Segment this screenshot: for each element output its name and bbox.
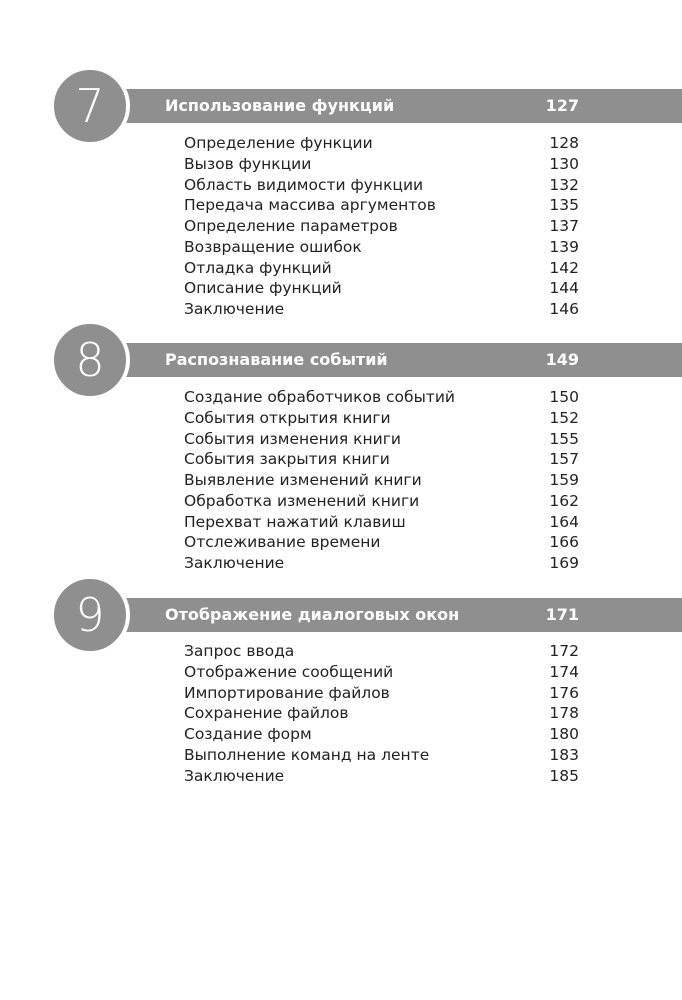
section-list [184, 641, 579, 786]
section-page-number: 162 [549, 491, 579, 510]
chapter-number-badge: 9 [50, 575, 130, 655]
section-title: Передача массива аргументов [184, 196, 436, 215]
chapter-number-badge: 7 [50, 66, 130, 146]
chapter-page-number: 127 [545, 96, 579, 115]
section-page-number: 185 [549, 766, 579, 785]
section-page-number: 144 [549, 279, 579, 298]
section-entry [184, 703, 579, 724]
section-title: Заключение [184, 766, 285, 785]
section-page-number: 130 [549, 154, 579, 173]
section-entry [184, 299, 579, 320]
section-page-number: 132 [549, 175, 579, 194]
section-title: Определение параметров [184, 217, 398, 235]
section-entry [184, 216, 579, 237]
section-entry [184, 662, 579, 683]
section-page-number: 166 [549, 533, 579, 552]
section-page-number: 135 [549, 196, 579, 215]
section-page-number: 169 [549, 554, 579, 572]
section-title: Создание обработчиков событий [184, 388, 456, 406]
section-page-number: 137 [549, 217, 579, 235]
section-page-number: 178 [549, 704, 579, 723]
section-entry [184, 408, 579, 429]
chapter-page-number: 171 [545, 605, 579, 624]
section-title: События открытия книги [184, 408, 391, 427]
section-entry [184, 237, 579, 258]
chapter-title: Отображение диалоговых окон [165, 605, 460, 624]
section-title: События изменения книги [184, 429, 401, 448]
section-page-number: 159 [549, 471, 579, 489]
section-entry [184, 553, 579, 574]
section-title: События закрытия книги [184, 450, 390, 469]
section-entry [184, 470, 579, 491]
section-title: Отладка функций [184, 258, 332, 277]
section-entry [184, 175, 579, 196]
section-title: Обработка изменений книги [184, 491, 420, 510]
section-title: Описание функций [184, 279, 342, 298]
section-title: Запрос ввода [184, 642, 295, 660]
section-title: Отображение сообщений [184, 662, 394, 681]
section-entry [184, 766, 579, 787]
section-page-number: 164 [549, 512, 579, 531]
chapter-title: Использование функций [165, 96, 395, 115]
section-title: Импортирование файлов [184, 683, 390, 702]
section-page-number: 157 [549, 450, 579, 469]
section-entry [184, 133, 579, 154]
section-title: Выявление изменений книги [184, 471, 422, 489]
section-entry [184, 532, 579, 553]
section-title: Определение функции [184, 134, 373, 152]
section-list [184, 133, 579, 320]
section-page-number: 139 [549, 237, 579, 256]
section-page-number: 142 [549, 258, 579, 277]
section-title: Перехват нажатий клавиш [184, 512, 406, 531]
section-entry [184, 683, 579, 704]
section-page-number: 128 [549, 134, 579, 152]
section-title: Создание форм [184, 725, 312, 743]
section-entry [184, 154, 579, 175]
section-entry [184, 641, 579, 662]
section-page-number: 180 [549, 725, 579, 743]
section-entry [184, 278, 579, 299]
section-entry [184, 745, 579, 766]
section-title: Заключение [184, 554, 285, 572]
section-title: Заключение [184, 300, 285, 318]
section-title: Сохранение файлов [184, 704, 349, 723]
section-entry [184, 429, 579, 450]
section-entry [184, 449, 579, 470]
section-entry [184, 491, 579, 512]
section-page-number: 155 [549, 429, 579, 448]
section-title: Область видимости функции [184, 175, 424, 194]
section-page-number: 172 [549, 642, 579, 660]
section-page-number: 152 [549, 408, 579, 427]
section-entry [184, 258, 579, 279]
section-entry [184, 195, 579, 216]
section-entry [184, 724, 579, 745]
chapter-page-number: 149 [545, 350, 579, 369]
section-entry [184, 512, 579, 533]
section-title: Выполнение команд на ленте [184, 745, 430, 764]
section-list [184, 387, 579, 574]
section-title: Отслеживание времени [184, 533, 381, 552]
section-title: Вызов функции [184, 154, 312, 173]
section-page-number: 174 [549, 662, 579, 681]
chapter-title: Распознавание событий [165, 350, 388, 369]
section-page-number: 146 [549, 300, 579, 318]
section-entry [184, 387, 579, 408]
section-page-number: 183 [549, 745, 579, 764]
section-title: Возвращение ошибок [184, 237, 362, 256]
chapter-number-badge: 8 [50, 320, 130, 400]
section-page-number: 150 [549, 388, 579, 406]
section-page-number: 176 [549, 683, 579, 702]
